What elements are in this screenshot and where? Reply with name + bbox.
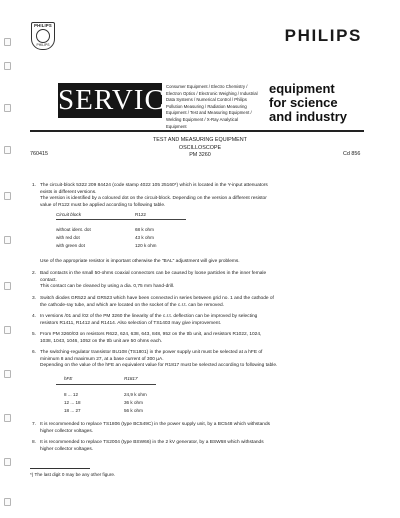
punch-hole — [4, 326, 11, 334]
punch-hole — [4, 38, 11, 46]
item-line: This contact can be cleaned by using a dia. 0,75 mm hand-drill. — [40, 284, 175, 290]
table-cell: 43 k ohm — [135, 235, 154, 240]
item-line: 1038, 1043, 1046, 1052 on the ttb unit are 50 ohms each. — [40, 338, 163, 344]
table-cell: with red dot — [56, 235, 80, 240]
item-8-text — [40, 440, 370, 453]
table-cell: 68 k ohm — [135, 227, 154, 232]
doc-category: TEST AND MEASURING EQUIPMENT — [153, 137, 247, 143]
item-line: minimum 8 and maximum 27, at a base current of 300 µA. — [40, 356, 164, 362]
table-cell: 120 k ohm — [135, 243, 157, 248]
table-cell: without ident. dot — [56, 227, 91, 232]
doc-header — [0, 137, 400, 160]
item-number: 1. — [32, 183, 37, 188]
item-number: 2. — [32, 271, 37, 276]
service-block: SERVICE — [58, 84, 184, 116]
doc-code: Cd 856 — [343, 151, 361, 157]
table-rule — [56, 219, 186, 220]
item-line: The circuit-block 5322 209 84424 (code stamp 4022 105 25160*) which is located in the Y-input attenuators — [40, 183, 268, 188]
item-7-text — [40, 422, 370, 435]
footnote: *) The last digit 0 may be any other figure. — [30, 472, 116, 477]
item-number: 5. — [32, 332, 37, 337]
equipment-title-line: for science — [269, 95, 338, 110]
item-line: Switch diodes GR522 and GR523 which have been connected in series between grid no. 1 and the cathode of — [40, 296, 274, 301]
table-header: Circuit block — [56, 212, 82, 217]
table-cell: 56 k ohm — [124, 408, 143, 413]
item-line: In versions /01 and /02 of the PM 3260 the linearity of the c.r.t. deflection can be improved by selecting — [40, 314, 258, 319]
doc-model: PM 3260 — [189, 152, 211, 158]
table-cell: 12 ... 18 — [64, 400, 81, 405]
punch-hole — [4, 192, 11, 200]
item-line: resistors R1411, R1412 and R1414. Also selection of TS1403 may give improvement. — [40, 320, 222, 326]
item-note: Use of the appropriate resistor is important otherwise the "BAL" adjustment will give problems. — [40, 259, 240, 264]
table-cell: 24,9 k ohm — [124, 392, 147, 397]
item-3-text — [40, 296, 370, 309]
header-rule — [30, 130, 364, 132]
punch-hole — [4, 370, 11, 378]
item-2-text — [40, 271, 370, 291]
item-4-text — [40, 314, 370, 327]
punch-hole — [4, 282, 11, 290]
punch-hole — [4, 236, 11, 244]
punch-hole — [4, 104, 11, 112]
equipment-title-line: equipment — [269, 81, 335, 96]
brand-logo: PHILIPS — [284, 26, 362, 45]
item-5-text — [40, 332, 370, 345]
emblem-top-text: PHILIPS — [34, 23, 52, 28]
item-1-text — [40, 183, 370, 210]
emblem-bottom-text: PHILIPS — [36, 43, 50, 47]
table-rule — [56, 384, 156, 385]
doc-number: 760415 — [30, 151, 48, 157]
item-number: 4. — [32, 314, 37, 319]
table-cell: 36 k ohm — [124, 400, 143, 405]
service-categories: Consumer Equipment / Electro Chemistry / Electron Optics / Electronic Weighing / Industrial Data Systems / Numerical Control / Philips Pollution Measuring / Radiation Measuring Equipment / Test and Measuring Equipment / Welding Equipment / X-Ray Analytical Equipment — [166, 84, 258, 129]
item-line: The version is identified by a coloured dot on the circuit-block. Depending on the version a different resistor — [40, 196, 267, 202]
item-number: 8. — [32, 440, 37, 445]
punch-hole — [4, 414, 11, 422]
table-cell: 8 ... 12 — [64, 392, 79, 397]
table-header: R122 — [135, 212, 146, 217]
punch-hole — [4, 62, 11, 70]
item-6-text — [40, 350, 370, 370]
table-cell: 18 ... 27 — [64, 408, 81, 413]
table-header: R1817 — [124, 376, 138, 381]
equipment-title — [269, 82, 347, 124]
item-line: The switching-regulator transistor BU108 (TS1801) in the power supply unit must be selected at a hFE of — [40, 350, 263, 355]
item-line: From PM 3260/03 on resistors R622, 624, 638, 643, 848, 952 on the ttb unit, and resistors R1022, 1024, — [40, 332, 262, 337]
table-cell: with green dot — [56, 243, 85, 248]
philips-emblem-icon — [31, 22, 55, 50]
item-line: It is recommended to replace TS2004 (type BSW66) in the 2 kV generator, by a BSW68 which withstands — [40, 440, 264, 445]
doc-product: OSCILLOSCOPE — [178, 144, 222, 151]
item-number: 6. — [32, 350, 37, 355]
item-line: Depending on the value of the hFE an equivalent value for R1817 must be selected according to following table. — [40, 363, 278, 369]
item-line: higher collector voltages. — [40, 428, 94, 434]
equipment-title-line: and industry — [269, 109, 348, 124]
table-header: hFE — [64, 376, 73, 381]
item-line: Bad contacts in the small 50-ohms coaxial connectors can be caused by loose particles in the inner female — [40, 271, 267, 276]
item-line: the cathode-ray tube, and which are located on the socket of the c.r.t. can be removed. — [40, 302, 224, 308]
punch-hole — [4, 458, 11, 466]
item-line: contact. — [40, 277, 57, 283]
emblem-globe-icon — [36, 29, 50, 43]
item-number: 3. — [32, 296, 37, 301]
footnote-rule — [30, 468, 90, 469]
item-line: higher collector voltages. — [40, 446, 94, 452]
item-line: It is recommended to replace TS1806 (type BC549C) in the power supply unit, by a BC548 which withstands — [40, 422, 271, 427]
item-number: 7. — [32, 422, 37, 427]
punch-hole — [4, 498, 11, 506]
item-line: exists in different versions. — [40, 189, 97, 195]
item-line: value of R122 must be applied according to following table. — [40, 203, 166, 209]
